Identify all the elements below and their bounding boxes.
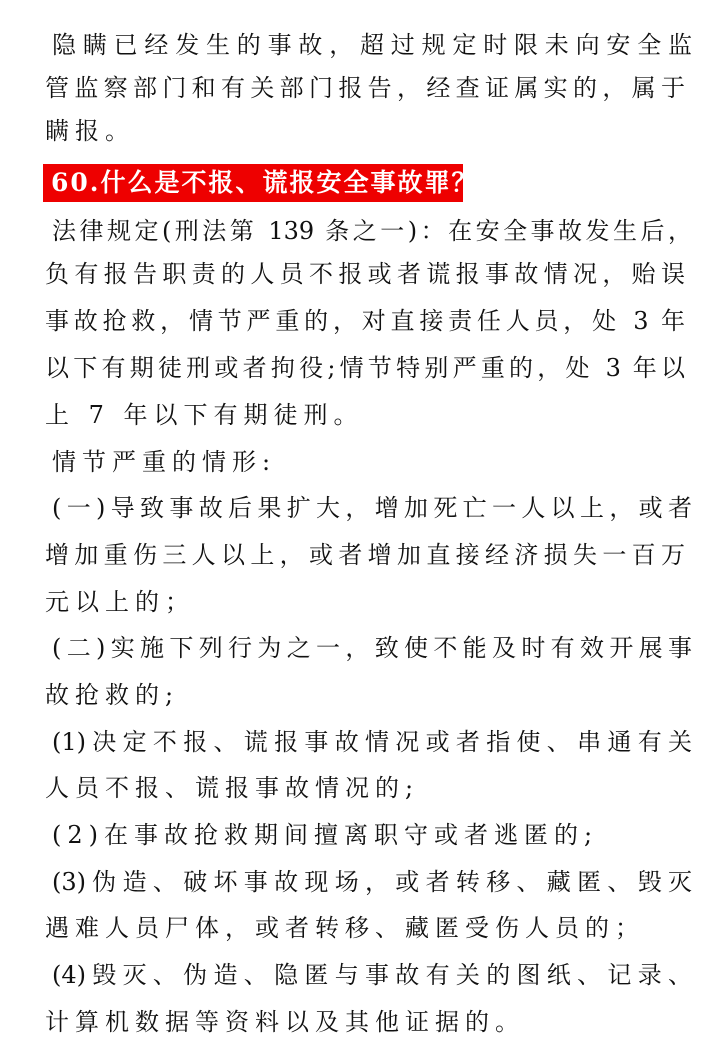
law-line-5: 上 7 年以下有期徒刑。 — [45, 401, 364, 429]
sub-item-4-line-1: (4)毁灭、伪造、隐匿与事故有关的图纸、记录、 — [52, 961, 692, 989]
question-heading — [43, 164, 479, 202]
item-1-line-1: (一)导致事故后果扩大，增加死亡一人以上，或者 — [52, 494, 692, 522]
sub-item-4-line-2: 计算机数据等资料以及其他证据的。 — [45, 1008, 525, 1036]
law-line-1: 法律规定(刑法第 139 条之一)：在安全事故发生后， — [52, 217, 692, 245]
item-2-line-1: (二)实施下列行为之一，致使不能及时有效开展事 — [52, 634, 692, 662]
item-1-line-2: 增加重伤三人以上，或者增加直接经济损失一百万 — [45, 541, 685, 569]
intro-line-2: 管监察部门和有关部门报告，经查证属实的，属于 — [45, 74, 685, 102]
sub-item-1-line-1: (1)决定不报、谎报事故情况或者指使、串通有关 — [52, 728, 692, 756]
sub-item-3-line-2: 遇难人员尸体，或者转移、藏匿受伤人员的； — [45, 914, 645, 942]
serious-circumstances-title: 情节严重的情形: — [52, 448, 277, 476]
intro-line-3: 瞒报。 — [45, 117, 135, 145]
law-line-3: 事故抢救，情节严重的，对直接责任人员，处 3 年 — [45, 307, 685, 335]
law-line-4: 以下有期徒刑或者拘役;情节特别严重的，处 3 年以 — [45, 354, 685, 382]
item-2-line-2: 故抢救的; — [45, 681, 180, 709]
sub-item-2-line-1: (2)在事故抢救期间擅离职守或者逃匿的; — [52, 821, 599, 849]
question-heading-text: 60.什么是不报、谎报安全事故罪？ — [51, 168, 479, 197]
intro-line-1: 隐瞒已经发生的事故，超过规定时限未向安全监 — [52, 31, 692, 59]
sub-item-3-line-1: (3)伪造、破坏事故现场，或者转移、藏匿、毁灭 — [52, 868, 692, 896]
item-1-line-3: 元以上的； — [45, 588, 195, 616]
law-line-2: 负有报告职责的人员不报或者谎报事故情况，贻误 — [45, 260, 685, 288]
sub-item-1-line-2: 人员不报、谎报事故情况的; — [45, 774, 420, 802]
